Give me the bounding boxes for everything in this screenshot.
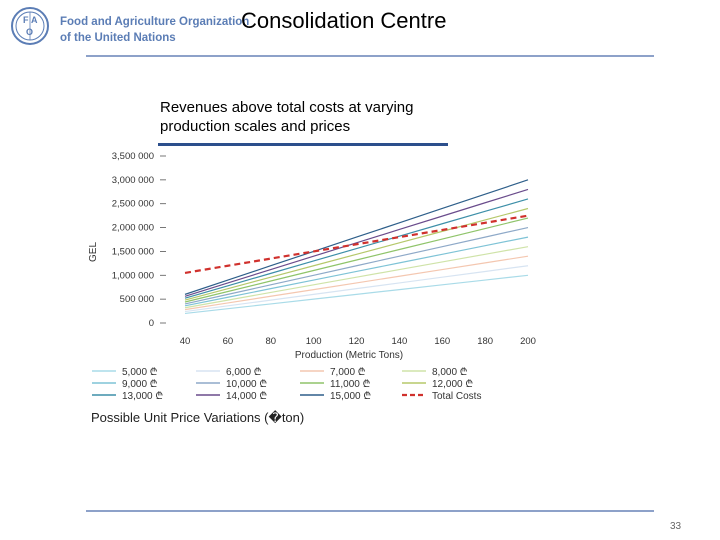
chart-title: Revenues above total costs at varying production scales and prices (160, 99, 414, 135)
logo-letter-f: F (23, 15, 29, 25)
x-tick-label: 140 (391, 336, 408, 347)
x-tick-label: 60 (222, 336, 234, 347)
legend-label: 5,000 ₾ (122, 367, 158, 378)
caption: Possible Unit Price Variations (�ton) (91, 410, 305, 425)
legend-label: 6,000 ₾ (226, 367, 262, 378)
legend-label: 11,000 ₾ (330, 379, 371, 390)
x-axis (180, 336, 536, 347)
slide-title: Consolidation Centre (241, 8, 447, 33)
y-axis (112, 151, 166, 329)
x-tick-label: 200 (520, 336, 536, 347)
y-axis-title: GEL (88, 241, 99, 263)
bottom-divider (86, 510, 654, 512)
org-name-line1: Food and Agriculture Organization (60, 16, 250, 28)
y-tick-label: 3,000 000 (111, 174, 154, 186)
series-line-1 (185, 266, 528, 312)
fao-emblem-icon (10, 6, 50, 46)
legend-label: Total Costs (432, 391, 482, 402)
y-tick-label: 1,000 000 (111, 270, 154, 282)
series-line-5 (185, 228, 528, 304)
y-tick-label: 2,500 000 (111, 198, 154, 210)
legend-label: 12,000 ₾ (432, 379, 474, 390)
y-tick-label: 0 (148, 318, 154, 329)
top-divider (86, 55, 654, 57)
x-tick-label: 100 (305, 336, 322, 347)
series-line-6 (185, 218, 528, 302)
plot-area (185, 180, 528, 314)
series-line-9 (185, 189, 528, 296)
legend-label: 13,000 ₾ (122, 391, 164, 402)
page-number: 33 (670, 521, 682, 532)
y-tick-label: 500 000 (119, 294, 154, 306)
x-tick-label: 180 (477, 336, 494, 347)
legend (92, 367, 481, 402)
y-tick-label: 1,500 000 (111, 246, 154, 258)
y-tick-label: 2,000 000 (111, 222, 154, 234)
x-tick-label: 40 (179, 336, 191, 347)
fao-logo (10, 6, 250, 48)
y-tick-label: 3,500 000 (111, 151, 154, 162)
x-tick-label: 160 (434, 336, 451, 347)
series-line-4 (185, 237, 528, 306)
legend-label: 9,000 ₾ (122, 379, 158, 390)
legend-label: 8,000 ₾ (432, 367, 468, 378)
chart (80, 146, 560, 408)
x-tick-label: 80 (265, 336, 277, 347)
legend-label: 10,000 ₾ (226, 379, 268, 390)
org-name-line2: of the United Nations (60, 32, 176, 44)
logo-letter-o: O (26, 27, 34, 37)
legend-label: 7,000 ₾ (330, 367, 366, 378)
x-tick-label: 120 (348, 336, 365, 347)
series-line-0 (185, 275, 528, 313)
legend-label: 15,000 ₾ (330, 391, 372, 402)
x-axis-title: Production (Metric Tons) (294, 350, 404, 361)
series-line-7 (185, 208, 528, 300)
logo-letter-a: A (31, 15, 38, 25)
legend-label: 14,000 ₾ (226, 391, 268, 402)
